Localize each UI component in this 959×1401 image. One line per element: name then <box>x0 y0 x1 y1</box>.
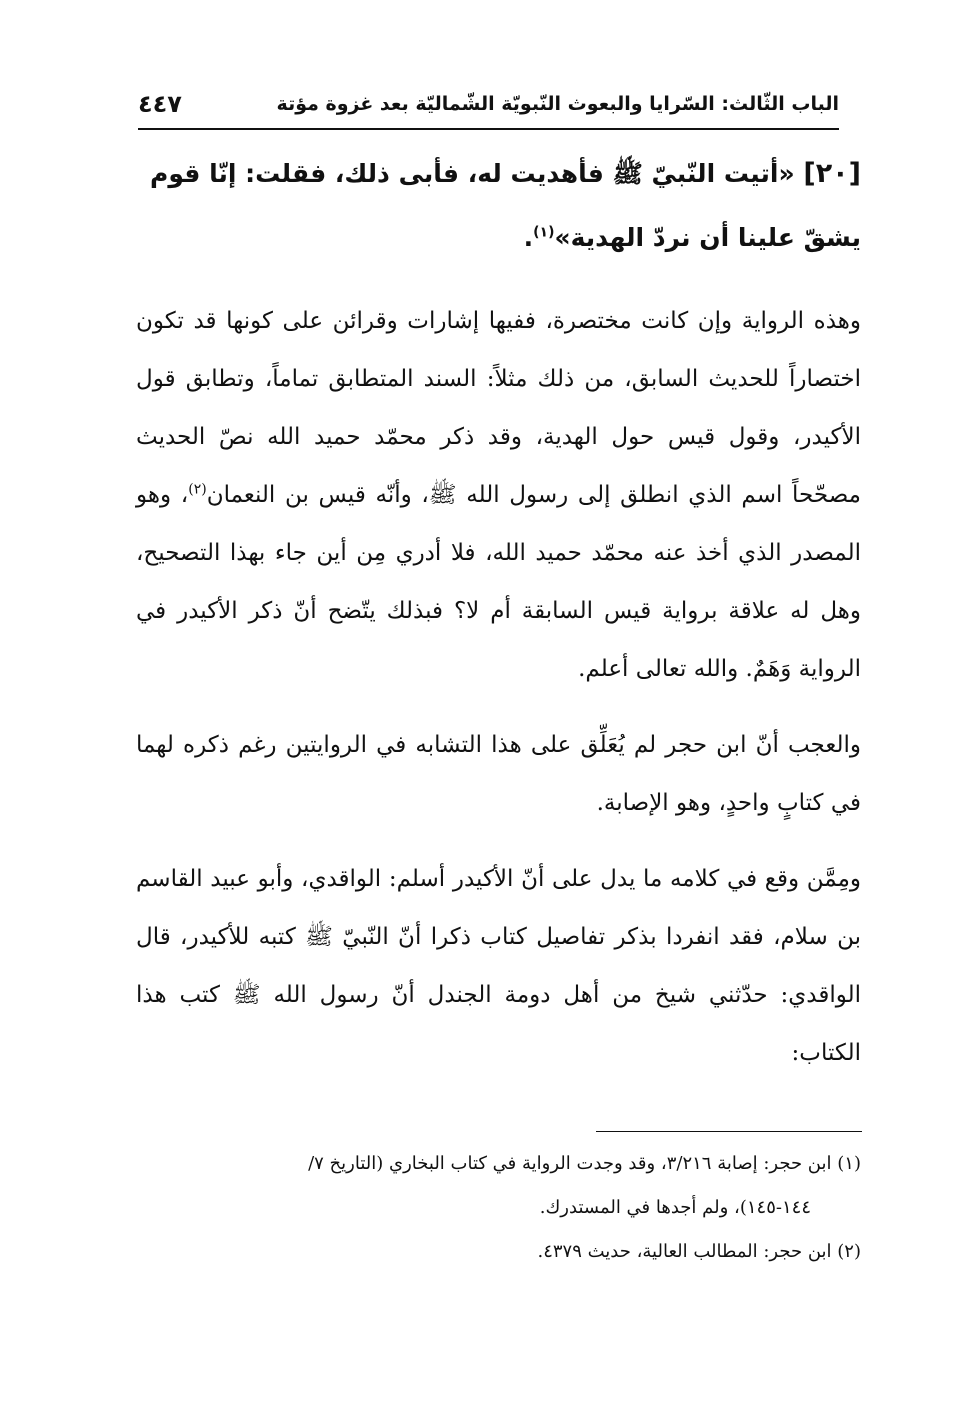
hadith-20 <box>136 142 861 270</box>
hadith-text: «أتيت النّبيّ ﷺ فأهديت له، فأبى ذلك، فقلت: إنّا قوم يشقّ علينا أن نردّ الهدية» <box>150 159 861 252</box>
paragraph-3: ومِمَّن وقع في كلامه ما يدل على أنّ الأكيدر أسلم: الواقدي، وأبو عبيد القاسم بن سلام، فقد انفردا بذكر تفاصيل كتاب ذكرا أنّ النّبيّ ﷺ كتبه للأكيدر، قال الواقدي: حدّثني شيخ من أهل دومة الجندل أنّ رسول الله ﷺ كتب هذا الكتاب: <box>136 866 861 1066</box>
footnote-1-line2: ١٤٤-١٤٥)، ولم أجدها في المستدرك. <box>539 1197 811 1218</box>
paragraph-1-text: وهذه الرواية وإن كانت مختصرة، ففيها إشارات وقرائن على كونها قد تكون اختصاراً للحديث السابق، من ذلك مثلاً: السند المتطابق تماماً، وتطابق قول الأكيدر، وقول قيس حول الهدية، وقد ذكر محمّد حميد الله نصّ الحديث مصحّحاً اسم الذي انطلق إلى رسول الله ﷺ، وأنّه قيس بن النعمان <box>136 308 861 508</box>
page-number: ٤٤٧ <box>138 90 182 118</box>
page-header <box>138 84 839 124</box>
footnote-ref-1[interactable]: (١) <box>533 224 555 241</box>
footnote-rule <box>596 1131 862 1132</box>
paragraph-1 <box>136 292 861 698</box>
footnote-1-line1: ابن حجر: إصابة ٣/٢١٦، وقد وجدت الرواية في كتاب البخاري (التاريخ ٧/ <box>308 1153 832 1174</box>
footnote-2-marker: (٢) <box>837 1241 861 1262</box>
footnote-ref-2[interactable]: (٢) <box>188 481 207 498</box>
footnote-2-text: ابن حجر: المطالب العالية، حديث ٤٣٧٩. <box>537 1241 832 1262</box>
footnote-1 <box>136 1142 861 1230</box>
footnotes <box>136 1142 861 1274</box>
footnote-2 <box>136 1230 861 1274</box>
paragraph-1-rest: ، وهو المصدر الذي أخذ عنه محمّد حميد الله، فلا أدري مِن أين جاء بهذا التصحيح، وهل له علاقة برواية قيس السابقة أم لا؟ فبذلك يتّضح أنّ ذكر الأكيدر في الرواية وَهَمٌ. والله تعالى أعلم. <box>136 482 861 682</box>
header-rule <box>138 128 839 130</box>
hadith-number: [٢٠] <box>803 158 861 189</box>
hadith-end: . <box>523 223 534 252</box>
footnote-1-marker: (١) <box>837 1153 861 1174</box>
running-title: الباب الثّالث: السّرايا والبعوث النّبويّة الشّماليّة بعد غزوة مؤتة <box>276 93 839 115</box>
body-text <box>136 142 861 1100</box>
paragraph-2: والعجب أنّ ابن حجر لم يُعَلِّق على هذا التشابه في الروايتين رغم ذكره لهما في كتابٍ واحدٍ، وهو الإصابة. <box>136 732 861 816</box>
